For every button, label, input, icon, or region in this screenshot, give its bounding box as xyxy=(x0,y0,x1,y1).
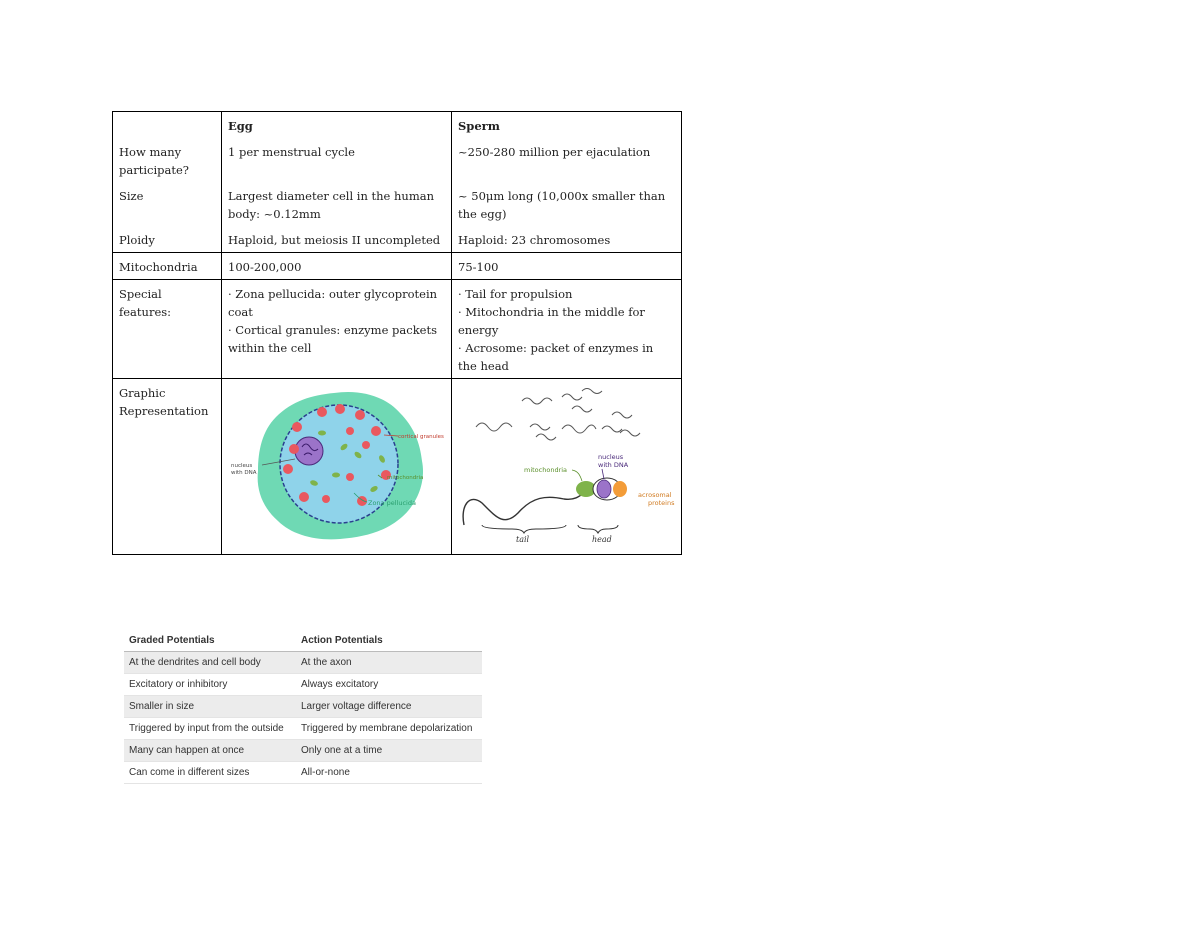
sperm-cell: Haploid: 23 chromosomes xyxy=(452,226,682,253)
mitochondria-label: mitochondria xyxy=(387,475,424,481)
small-sperm xyxy=(582,389,602,394)
cortical-granule xyxy=(355,410,365,420)
mitochondrion xyxy=(318,431,326,436)
cortical-granule xyxy=(335,404,345,414)
feature-item: · Mitochondria in the middle for energy xyxy=(458,305,645,337)
sperm-tail xyxy=(463,489,590,525)
egg-cell-illustration xyxy=(222,379,451,554)
header-action: Action Potentials xyxy=(296,630,482,652)
row-label: Size xyxy=(113,182,222,226)
cortical-granule xyxy=(317,407,327,417)
feature-item: · Acrosome: packet of enzymes in the head xyxy=(458,341,654,373)
action-cell: At the axon xyxy=(296,652,482,674)
table-row xyxy=(113,253,682,280)
graded-cell: Smaller in size xyxy=(124,696,296,718)
small-sperm xyxy=(602,426,622,432)
sperm-acrosome xyxy=(613,481,627,497)
egg-features xyxy=(222,280,452,379)
action-cell: All-or-none xyxy=(296,762,482,784)
sperm-cell-illustration xyxy=(452,379,681,554)
row-label: Graphic Representation xyxy=(113,379,222,555)
tail-brace xyxy=(482,525,566,533)
small-sperm xyxy=(562,425,596,433)
small-sperm xyxy=(612,412,632,418)
egg-illustration-cell xyxy=(222,379,452,555)
sperm-features xyxy=(452,280,682,379)
small-sperm xyxy=(476,423,512,431)
row-label: Special features: xyxy=(113,280,222,379)
egg-sperm-comparison-table xyxy=(112,111,682,555)
sperm-swarm xyxy=(476,389,640,441)
annotation-line xyxy=(572,470,582,481)
cortical-granule xyxy=(292,422,302,432)
cortical-granule xyxy=(283,464,293,474)
tail-label: tail xyxy=(516,535,530,544)
nucleus-label: with DNA xyxy=(231,470,257,476)
small-sperm xyxy=(522,398,552,404)
sperm-cell: ~ 50μm long (10,000x smaller than the egg) xyxy=(452,182,682,226)
egg-cell: 1 per menstrual cycle xyxy=(222,138,452,182)
small-sperm xyxy=(620,430,640,436)
egg-cell: Largest diameter cell in the human body: ~0.12mm xyxy=(222,182,452,226)
table-row xyxy=(124,762,482,784)
cortical-granule xyxy=(346,473,354,481)
header-graded: Graded Potentials xyxy=(124,630,296,652)
head-label: head xyxy=(592,535,612,544)
mitochondrion xyxy=(332,473,340,478)
table-row xyxy=(124,696,482,718)
header-egg: Egg xyxy=(222,112,452,139)
sperm-cell: 75-100 xyxy=(452,253,682,280)
action-cell: Triggered by membrane depolarization xyxy=(296,718,482,740)
sperm-illustration-cell xyxy=(452,379,682,555)
row-label: Ploidy xyxy=(113,226,222,253)
table-row xyxy=(124,740,482,762)
zona-pellucida-label: Zona pellucida xyxy=(368,499,416,507)
cortical-granule xyxy=(299,492,309,502)
annotation-line xyxy=(602,469,604,479)
table-header-row xyxy=(113,112,682,139)
graded-cell: Can come in different sizes xyxy=(124,762,296,784)
small-sperm xyxy=(530,424,550,430)
header-sperm: Sperm xyxy=(452,112,682,139)
row-label: How many participate? xyxy=(113,138,222,182)
graded-cell: Triggered by input from the outside xyxy=(124,718,296,740)
sperm-mito-label: mitochondria xyxy=(524,466,568,474)
small-sperm xyxy=(562,394,582,400)
acrosome-label: acrosomal xyxy=(638,491,672,499)
acrosome-label: proteins xyxy=(648,499,675,507)
graded-vs-action-potentials-table xyxy=(124,630,482,784)
sperm-nucleus-label: nucleus xyxy=(598,453,624,461)
action-cell: Only one at a time xyxy=(296,740,482,762)
graded-cell: Excitatory or inhibitory xyxy=(124,674,296,696)
table-row xyxy=(124,652,482,674)
cortical-granule xyxy=(371,426,381,436)
feature-item: · Tail for propulsion xyxy=(458,287,573,301)
header-empty xyxy=(113,112,222,139)
action-cell: Always excitatory xyxy=(296,674,482,696)
cortical-granule xyxy=(289,444,299,454)
table-row xyxy=(124,674,482,696)
sperm-nucleus-label: with DNA xyxy=(598,461,629,469)
row-label: Mitochondria xyxy=(113,253,222,280)
egg-cell: Haploid, but meiosis II uncompleted xyxy=(222,226,452,253)
head-brace xyxy=(578,525,618,533)
graded-cell: Many can happen at once xyxy=(124,740,296,762)
feature-item: · Zona pellucida: outer glycoprotein coat xyxy=(228,287,438,319)
table-row xyxy=(113,226,682,253)
table-row xyxy=(113,138,682,182)
cortical-granule xyxy=(346,427,354,435)
sperm-cell: ~250-280 million per ejaculation xyxy=(452,138,682,182)
table-row xyxy=(113,182,682,226)
small-sperm xyxy=(572,406,592,412)
cortical-granules-label: cortical granules xyxy=(398,434,444,440)
table-header-row xyxy=(124,630,482,652)
graded-cell: At the dendrites and cell body xyxy=(124,652,296,674)
cortical-granule xyxy=(362,441,370,449)
action-cell: Larger voltage difference xyxy=(296,696,482,718)
feature-item: · Cortical granules: enzyme packets within the cell xyxy=(228,323,437,355)
nucleus-label: nucleus xyxy=(231,463,253,469)
table-row xyxy=(124,718,482,740)
nucleus-shape xyxy=(295,437,323,465)
sperm-nucleus xyxy=(597,480,611,498)
special-features-row xyxy=(113,280,682,379)
egg-cell: 100-200,000 xyxy=(222,253,452,280)
graphic-row xyxy=(113,379,682,555)
cortical-granule xyxy=(322,495,330,503)
small-sperm xyxy=(536,434,556,440)
